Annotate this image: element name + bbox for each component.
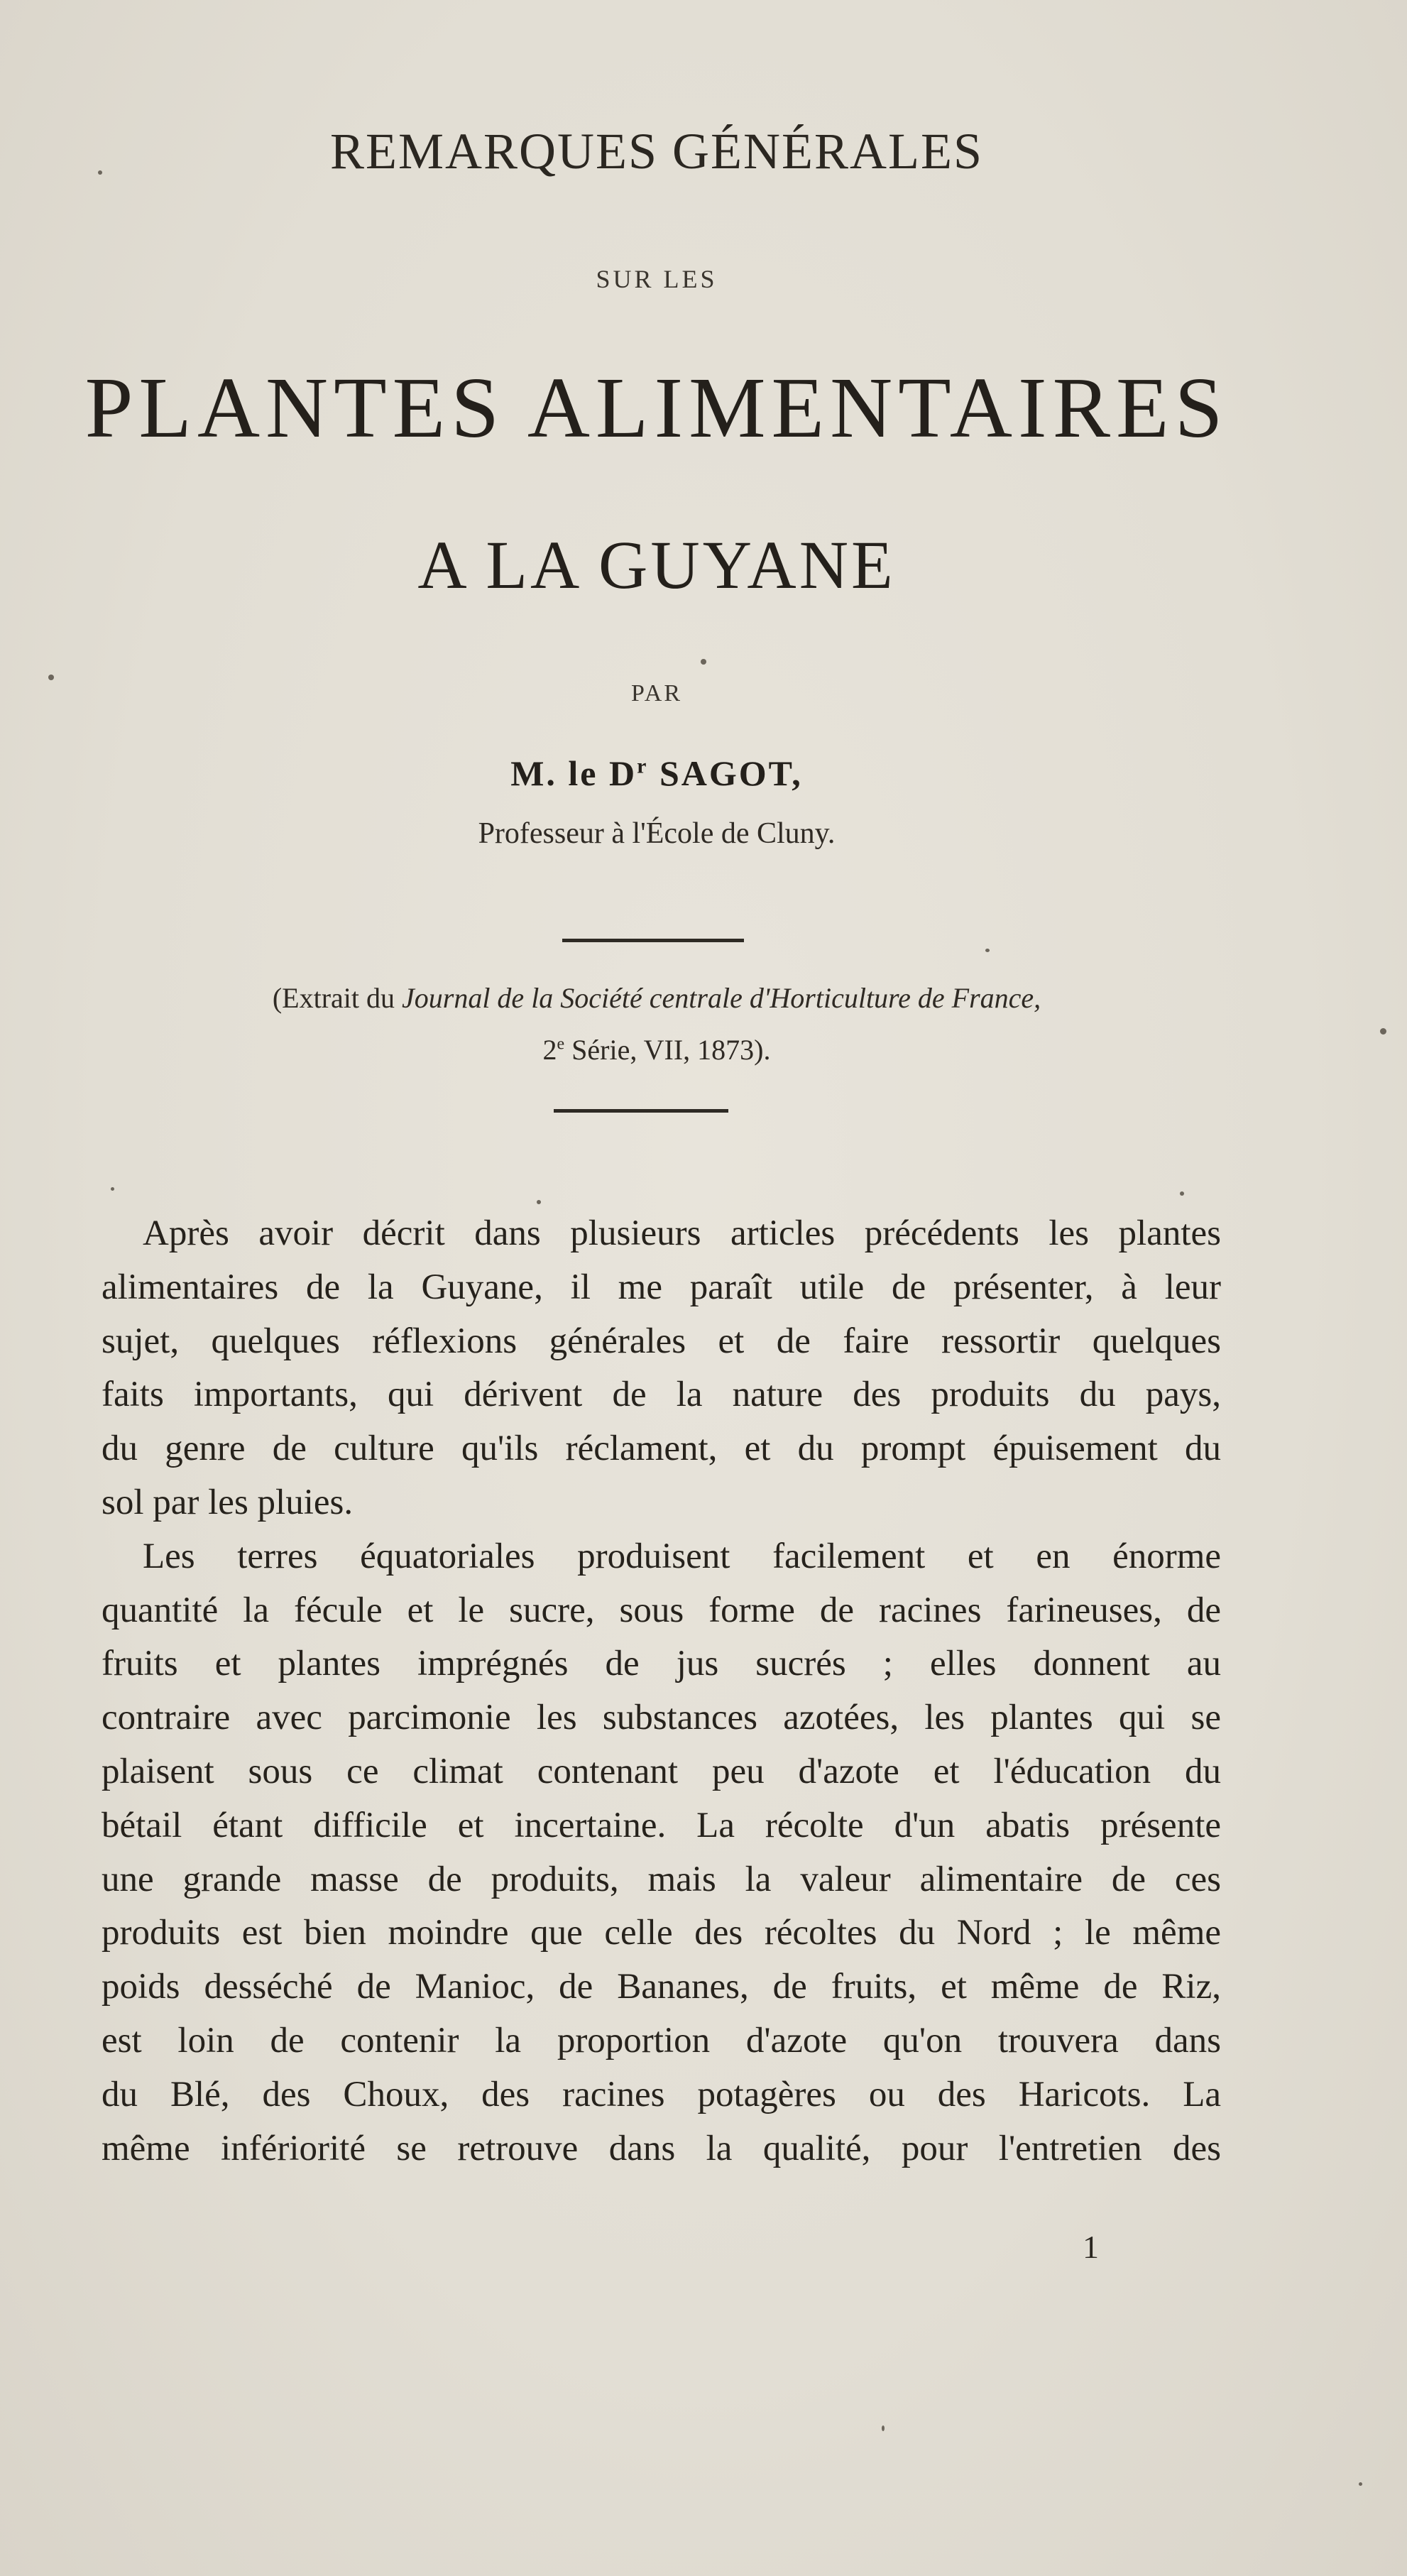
body-line: est loin de contenir la proportion d'azote qu'on trouvera dans xyxy=(102,2020,1221,2061)
paper-speck xyxy=(882,2425,885,2431)
paper-speck xyxy=(98,170,102,175)
page-number: 1 xyxy=(1083,2229,1099,2265)
paper-speck xyxy=(48,675,54,680)
author-role: Professeur à l'École de Cluny. xyxy=(478,817,836,850)
divider-bottom xyxy=(554,1109,728,1113)
body-line: produits est bien moindre que celle des récoltes du Nord ; le même xyxy=(102,1913,1221,1953)
body-line: quantité la fécule et le sucre, sous forme de racines farineuses, de xyxy=(102,1590,1221,1630)
body-line: fruits et plantes imprégnés de jus sucrés ; elles donnent au xyxy=(102,1644,1221,1684)
body-line: plaisent sous ce climat contenant peu d'azote et l'éducation du xyxy=(102,1751,1221,1791)
series-num: 2 xyxy=(542,1034,557,1066)
body-line: sol par les pluies. xyxy=(102,1482,354,1522)
paper-speck xyxy=(985,949,990,952)
title-line-4: A LA GUYANE xyxy=(417,527,896,603)
body-line: contraire avec parcimonie les substances azotées, les plantes qui se xyxy=(102,1698,1221,1738)
body-line: bétail étant difficile et incertaine. La récolte d'un abatis présente xyxy=(102,1805,1221,1845)
body-text xyxy=(102,1207,1221,2176)
citation xyxy=(0,981,1313,1015)
paper-speck xyxy=(1180,1191,1184,1196)
body-line: alimentaires de la Guyane, il me paraît utile de présenter, à leur xyxy=(102,1267,1221,1307)
citation-open: (Extrait du xyxy=(272,982,402,1014)
title-line-1: REMARQUES GÉNÉRALES xyxy=(329,123,984,180)
citation-journal: Journal de la Société centrale d'Horticulture de France, xyxy=(402,982,1041,1014)
body-line: Après avoir décrit dans plusieurs articles précédents les plantes xyxy=(143,1213,1221,1253)
main-title: PLANTES ALIMENTAIRES xyxy=(84,360,1229,456)
series-sup: e xyxy=(557,1035,565,1054)
body-line: Les terres équatoriales produisent facilement et en énorme xyxy=(143,1536,1221,1576)
paper-speck xyxy=(537,1200,541,1204)
series-rest: Série, VII, 1873). xyxy=(564,1034,771,1066)
author-sup: r xyxy=(637,754,649,778)
citation-series xyxy=(0,1033,1313,1066)
title-line-2: SUR LES xyxy=(596,265,718,293)
paper-speck xyxy=(1359,2482,1362,2486)
paper-speck xyxy=(111,1187,114,1191)
by-label: PAR xyxy=(630,680,683,706)
paper-speck xyxy=(1380,1028,1386,1035)
body-line: sujet, quelques réflexions générales et de faire ressortir quelques xyxy=(102,1321,1221,1361)
author-name: SAGOT, xyxy=(648,753,803,793)
body-line: une grande masse de produits, mais la valeur alimentaire de ces xyxy=(102,1859,1221,1899)
author-prefix: M. le D xyxy=(510,753,637,793)
body-line: poids desséché de Manioc, de Bananes, de fruits, et même de Riz, xyxy=(102,1967,1221,2007)
body-line: même infériorité se retrouve dans la qualité, pour l'entretien des xyxy=(102,2128,1221,2168)
body-line: du Blé, des Choux, des racines potagères ou des Haricots. La xyxy=(102,2074,1221,2114)
author xyxy=(0,753,1313,794)
paper-speck xyxy=(701,659,706,665)
body-line: du genre de culture qu'ils réclament, et du prompt épuisement du xyxy=(102,1429,1221,1469)
body-line: faits importants, qui dérivent de la nature des produits du pays, xyxy=(102,1375,1221,1415)
divider-top xyxy=(562,939,744,942)
